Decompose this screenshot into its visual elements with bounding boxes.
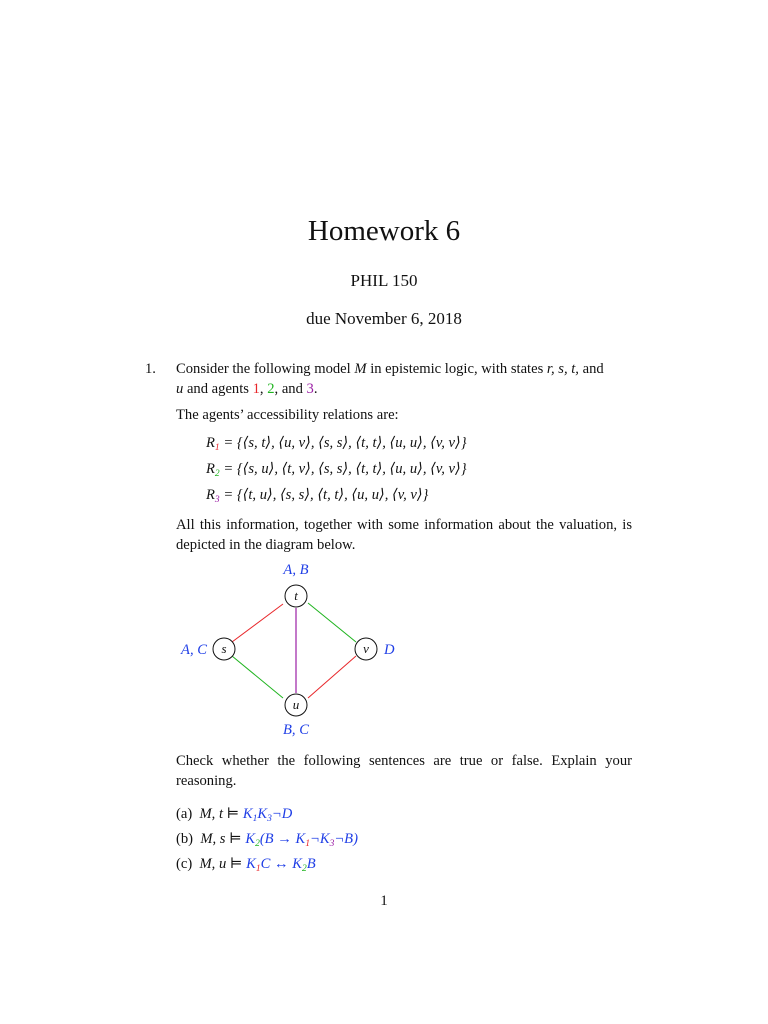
model-symbol: M — [354, 361, 367, 377]
agent-1: 1 — [252, 381, 260, 397]
valuation-v: D — [384, 642, 395, 658]
question-b: (b) M, s ⊨ $K_2(B$ → $K_1\neg K_3\neg B$) — [176, 831, 358, 849]
page-number: 1 — [380, 893, 388, 909]
document-title: Homework 6 — [307, 215, 461, 247]
diagram-intro: All this information, together with some information about the valuation, is depicted in the diagram below. — [176, 517, 632, 553]
valuation-s: A, C — [181, 642, 207, 658]
agent-3: 3 — [306, 381, 314, 397]
relation-r1: $R_1$ = {⟨s, t⟩, ⟨u, v⟩, ⟨s, s⟩, ⟨t, t⟩, ⟨u, u⟩, ⟨v, v⟩} — [206, 435, 467, 453]
question-a: (a) M, t ⊨ $K_1K_3\neg D$ — [176, 806, 293, 824]
due-date: due November 6, 2018 — [306, 309, 462, 328]
edge-u-v-agent1 — [308, 656, 356, 698]
edge-t-s-agent1 — [232, 604, 283, 642]
question-c: (c) M, u ⊨ $K_1C$ ↔ $K_2B$ — [176, 856, 316, 874]
edge-s-u-agent2 — [232, 656, 283, 698]
valuation-u: B, C — [283, 722, 309, 738]
valuation-t: A, B — [283, 562, 309, 578]
node-s-label: s — [221, 641, 227, 656]
edge-t-v-agent2 — [308, 603, 356, 642]
relations-intro: The agents’ accessibility relations are: — [176, 407, 399, 423]
relation-r2: $R_2$ = {⟨s, u⟩, ⟨t, v⟩, ⟨s, s⟩, ⟨t, t⟩, ⟨u, u⟩, ⟨v, v⟩} — [206, 461, 467, 479]
course-code: PHIL 150 — [350, 271, 418, 290]
relation-r3: $R_3$ = {⟨t, u⟩, ⟨s, s⟩, ⟨t, t⟩, ⟨u, u⟩, ⟨v, v⟩} — [206, 487, 429, 505]
node-t-label: t — [294, 588, 298, 603]
instructions: Check whether the following sentences are true or false. Explain your reasoning. — [176, 753, 632, 789]
node-u-label: u — [292, 697, 300, 712]
agent-2: 2 — [267, 381, 275, 397]
problem-intro: Consider the following model M in epistemic logic, with states r, s, t, and u and agents 1, 2, and 3. — [176, 361, 604, 397]
problem-number: 1. — [145, 361, 156, 377]
node-v-label: v — [363, 641, 369, 656]
